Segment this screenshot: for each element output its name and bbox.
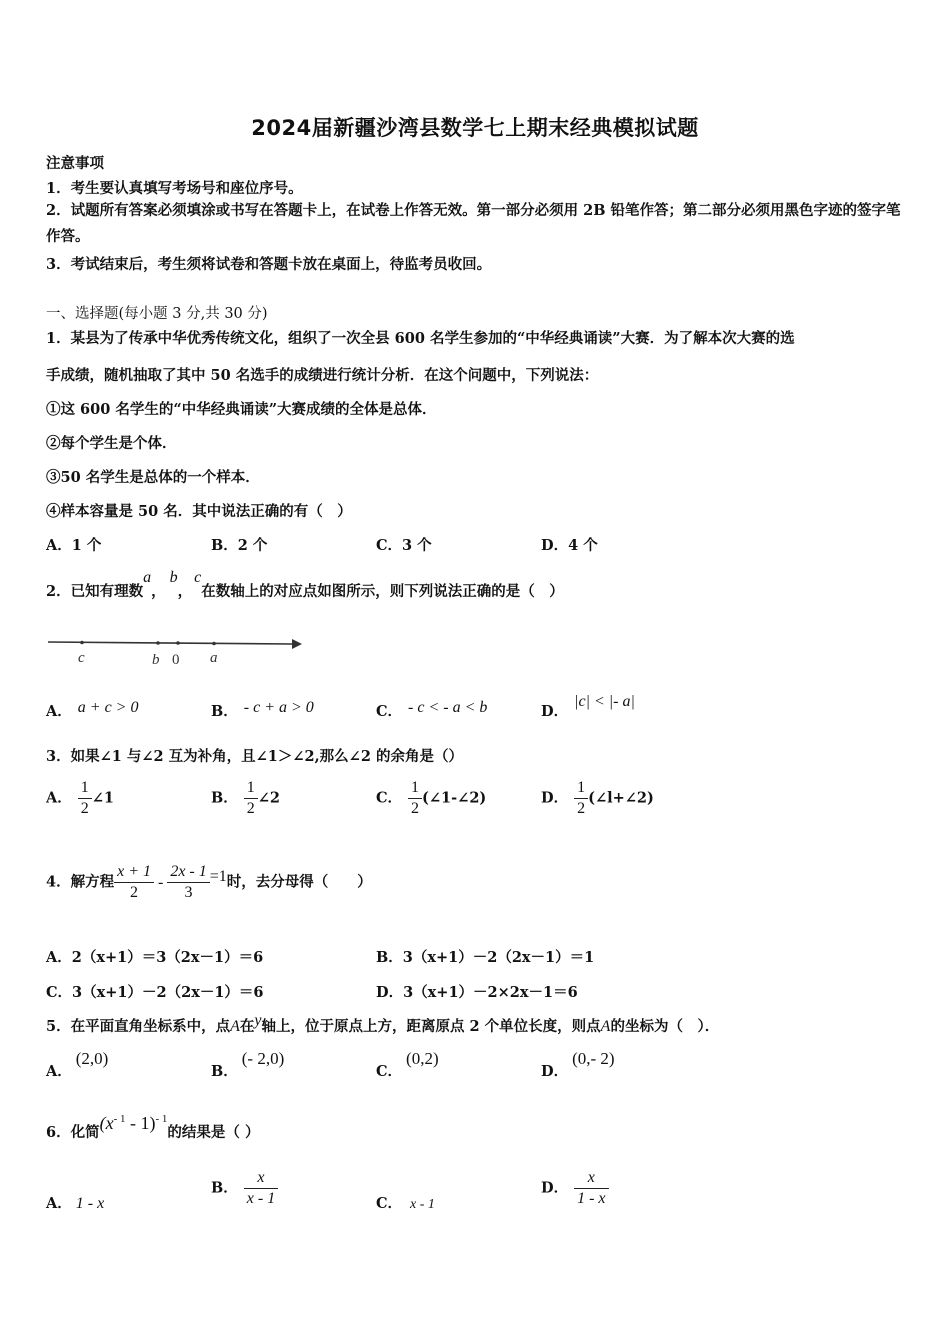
q1-option-c: C．3 个 xyxy=(376,537,432,554)
point-a xyxy=(212,642,216,646)
axis-label-zero: 0 xyxy=(172,652,180,668)
q2-option-a: A． a + c > 0 xyxy=(46,699,139,720)
q6-option-b: B． $\frac{x}{x - 1}$ xyxy=(211,1168,278,1209)
q5-option-a: A．(2,0) xyxy=(46,1049,109,1080)
q1-option-b: B．2 个 xyxy=(211,537,268,554)
number-line-arrow xyxy=(292,639,302,649)
q6-option-c: C． x - 1 xyxy=(376,1195,435,1212)
q3-option-c: C． $\frac{1}{2}$ (∠1-∠2) xyxy=(376,779,487,817)
notice-item-3: 3．考试结束后，考生须将试卷和答题卡放在桌面上，待监考员收回。 xyxy=(46,256,492,273)
q5-stem: 5．在平面直角坐标系中，点A在y轴上，位于原点上方，距离原点 2 个单位长度，则点A的坐标为（ ）． xyxy=(46,1012,720,1035)
q4-fraction-1: $\frac{x + 1}{2}$ xyxy=(114,862,154,903)
axis-label-a: a xyxy=(210,650,218,666)
page-title: 2024届新疆沙湾县数学七上期末经典模拟试题 xyxy=(251,116,699,140)
q1-statement-4: ④样本容量是 50 名．其中说法正确的有（ ） xyxy=(46,503,352,520)
q4-minus: - xyxy=(158,873,164,891)
q4-suffix: 时，去分母得（ ） xyxy=(226,873,372,891)
number-line-figure xyxy=(46,624,306,670)
q2-var-c: c xyxy=(194,569,202,586)
q1-line-2: 手成绩，随机抽取了其中 50 名选手的成绩进行统计分析．在这个问题中，下列说法： xyxy=(46,367,599,384)
q1-line-1: 1．某县为了传承中华优秀传统文化，组织了一次全县 600 名学生参加的“中华经典诵读”大赛．为了解本次大赛的选 xyxy=(46,330,795,347)
q4-option-d: D．3（x+1）－2×2x－1＝6 xyxy=(376,984,578,1001)
q2-comma-2: ， xyxy=(177,583,193,600)
q2-option-d: D．|c| < |- a| xyxy=(541,693,635,720)
q4-option-b: B．3（x+1）－2（2x－1）＝1 xyxy=(376,949,595,966)
q5-option-c: C．(0,2) xyxy=(376,1049,439,1080)
q6-option-d: D． $\frac{x}{1 - x}$ xyxy=(541,1168,609,1209)
q1-option-d: D．4 个 xyxy=(541,537,598,554)
q2-prefix: 2．已知有理数 xyxy=(46,583,144,600)
point-b xyxy=(156,641,160,645)
q1-option-a: A．1 个 xyxy=(46,537,102,554)
notice-item-2: 2．试题所有答案必须填涂或书写在答题卡上，在试卷上作答无效。第一部分必须用 2B 铅笔作答；第二部分必须用黑色字迹的签字笔作答。 xyxy=(46,202,901,245)
q3-option-d: D． $\frac{1}{2}$ (∠l+∠2) xyxy=(541,779,654,817)
q2-comma-1: ， xyxy=(151,583,166,600)
q6-option-a: A． 1 - x xyxy=(46,1195,105,1212)
q2-option-c: C． - c < - a < b xyxy=(376,699,488,720)
q2-var-a: a xyxy=(143,569,152,586)
q3-option-b: B． $\frac{1}{2}$ ∠2 xyxy=(211,779,281,817)
axis-label-b: b xyxy=(152,652,160,668)
notice-item-1: 1．考生要认真填写考场号和座位序号。 xyxy=(46,180,303,197)
q5-option-b: B．(- 2,0) xyxy=(211,1049,285,1080)
q3-option-a: A． $\frac{1}{2}$ ∠1 xyxy=(46,779,115,817)
point-zero xyxy=(176,641,180,645)
q4-equals: =1 xyxy=(209,867,227,885)
q2-option-b: B． - c + a > 0 xyxy=(211,699,314,720)
q1-statement-1: ①这 600 名学生的“中华经典诵读”大赛成绩的全体是总体． xyxy=(46,401,437,418)
q3-stem: 3．如果∠1 与∠2 互为补角，且∠1＞∠2,那么∠2 的余角是（） xyxy=(46,748,463,765)
q1-statement-2: ②每个学生是个体． xyxy=(46,435,177,452)
notice-heading: 注意事项 xyxy=(46,155,104,172)
q2-suffix: 在数轴上的对应点如图所示，则下列说法正确的是（ ） xyxy=(201,583,564,600)
q4-stem xyxy=(46,862,372,903)
q4-fraction-2: $\frac{2x - 1}{3}$ xyxy=(167,862,209,903)
section-heading: 一、选择题(每小题 3 分,共 30 分) xyxy=(46,306,268,322)
point-c xyxy=(80,641,84,645)
axis-label-c: c xyxy=(78,650,85,666)
q5-option-d: D．(0,- 2) xyxy=(541,1049,615,1080)
q4-prefix: 4．解方程 xyxy=(46,873,115,891)
q1-statement-3: ③50 名学生是总体的一个样本． xyxy=(46,469,260,486)
q6-stem: 6．化简$(x^{- 1} - 1)^{- 1}$的结果是（ ） xyxy=(46,1113,260,1141)
q2-stem xyxy=(46,569,564,601)
q4-option-c: C．3（x+1）－2（2x－1）＝6 xyxy=(46,984,264,1001)
q4-option-a: A．2（x+1）＝3（2x－1）＝6 xyxy=(46,949,264,966)
number-line-axis xyxy=(48,642,292,644)
q2-var-b: b xyxy=(169,569,178,586)
